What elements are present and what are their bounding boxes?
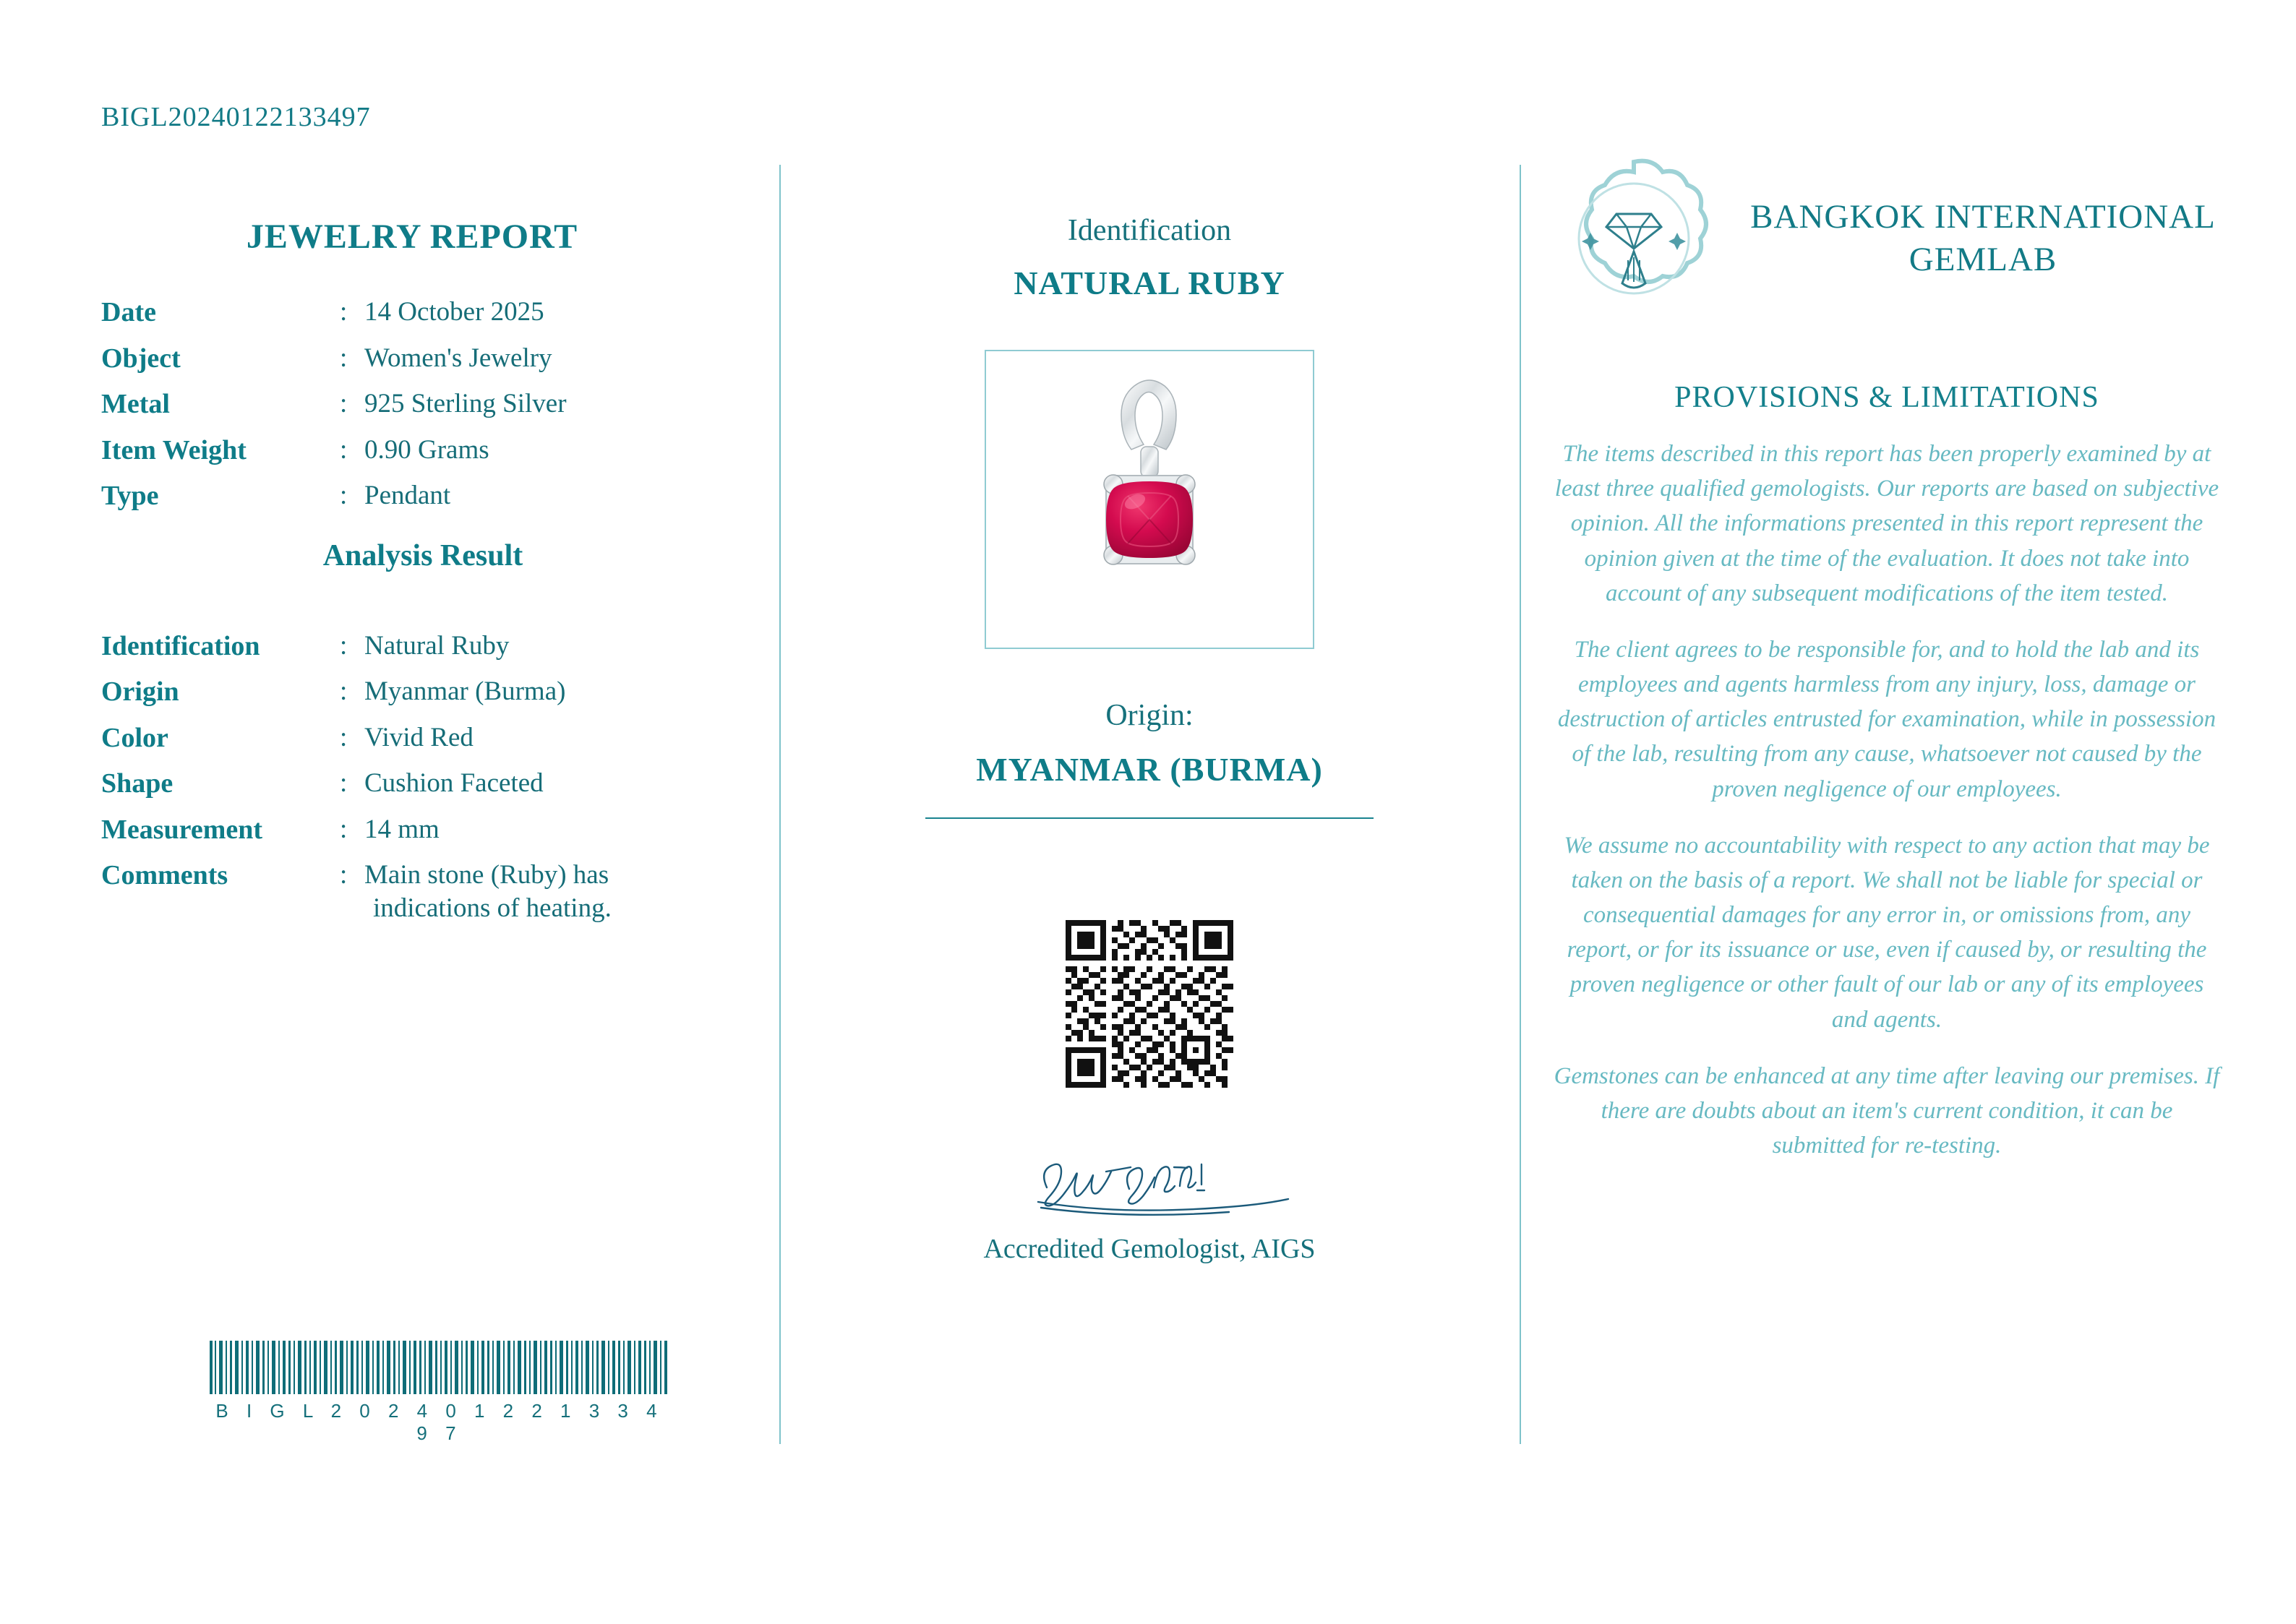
field-value: 0.90 Grams [364, 434, 489, 465]
barcode [208, 1341, 671, 1445]
field-object [101, 342, 723, 377]
field-label: Date [101, 297, 156, 327]
field-label: Item Weight [101, 434, 247, 465]
qr-code[interactable] [1066, 920, 1233, 1088]
left-column [101, 217, 723, 937]
field-colon: : [340, 481, 348, 510]
analysis-identification [101, 630, 723, 664]
field-value: Pendant [364, 481, 451, 510]
analysis-shape [101, 767, 723, 802]
field-colon: : [340, 676, 348, 706]
field-value: Myanmar (Burma) [364, 676, 566, 706]
identification-label: Identification [1067, 214, 1232, 247]
field-value: Cushion Faceted [364, 768, 544, 798]
qr-code-icon[interactable] [1066, 920, 1233, 1088]
field-label: Object [101, 343, 181, 374]
signature [925, 1135, 1374, 1264]
comments-line-2: indications of heating. [373, 893, 612, 924]
signature-caption: Accredited Gemologist, AIGS [983, 1234, 1316, 1264]
field-value: 925 Sterling Silver [364, 389, 567, 418]
field-label: Measurement [101, 814, 263, 845]
field-colon: : [340, 389, 348, 418]
field-colon: : [340, 814, 348, 844]
provisions-paragraph-3: We assume no accountability with respect to any action that may be taken on the basis of a report. We shall not be liable for special or consequential damages for any error in, or omissions from, any report, or for its issuance or use, even if caused by, or resulting the proven negligence or other fault of our lab or any of its employees and agents. [1564, 832, 2210, 1033]
analysis-origin [101, 675, 723, 710]
field-value: Natural Ruby [364, 630, 510, 661]
field-value: Vivid Red [364, 722, 474, 752]
origin-label: Origin: [1105, 699, 1194, 732]
field-label: Comments [101, 860, 228, 890]
field-date [101, 296, 723, 330]
brand-header [1547, 152, 2227, 325]
field-value: Women's Jewelry [364, 343, 552, 373]
field-colon: : [340, 434, 348, 465]
analysis-measurement [101, 813, 723, 848]
gemlab-logo-icon [1547, 152, 1721, 325]
field-label: Color [101, 722, 168, 753]
column-divider-right [1520, 165, 1521, 1444]
right-column [1547, 152, 2227, 1163]
brand-name: BANGKOK INTERNATIONAL GEMLAB [1750, 198, 2216, 278]
field-label: Shape [101, 768, 174, 799]
field-value [364, 859, 612, 926]
barcode-text: B I G L 2 0 2 4 0 1 2 2 1 3 3 4 9 7 [215, 1400, 664, 1444]
identification-value: NATURAL RUBY [1014, 265, 1285, 301]
column-divider-left [779, 165, 781, 1444]
field-label: Metal [101, 389, 170, 419]
field-value: 14 October 2025 [364, 297, 544, 327]
field-label: Identification [101, 630, 260, 661]
gem-photo-frame [985, 350, 1314, 649]
provisions-paragraph-4: Gemstones can be enhanced at any time after leaving our premises. If there are doubts about an item's current condition, it can be submitted for re-testing. [1554, 1062, 2220, 1159]
field-label: Origin [101, 676, 179, 707]
page-title: JEWELRY REPORT [246, 218, 578, 256]
field-colon: : [340, 722, 348, 752]
origin-divider [925, 817, 1374, 819]
ruby-pendant-image [986, 351, 1313, 648]
signature-icon [925, 1135, 1374, 1222]
field-colon: : [340, 630, 348, 661]
provisions-paragraph-1: The items described in this report has been properly examined by at least three qualified gemologists. Our reports are based on subjective opinion. All the informations presented in this report represent the opinion given at the time of the evaluation. It does not take into account of any subsequent modifications of the item tested. [1554, 441, 2219, 606]
analysis-comments [101, 859, 723, 926]
provisions-title: PROVISIONS & LIMITATIONS [1674, 381, 2099, 414]
field-colon: : [340, 860, 348, 890]
field-item-weight [101, 434, 723, 468]
report-id: BIGL20240122133497 [101, 102, 371, 132]
field-value: 14 mm [364, 814, 440, 844]
field-colon: : [340, 297, 348, 327]
analysis-color [101, 721, 723, 756]
comments-line-1: Main stone (Ruby) has [364, 860, 609, 890]
origin-value: MYANMAR (BURMA) [976, 751, 1323, 788]
field-colon: : [340, 768, 348, 798]
middle-column [788, 213, 1511, 1264]
field-type [101, 479, 723, 514]
field-label: Type [101, 481, 159, 511]
field-colon: : [340, 343, 348, 373]
barcode-bars-icon [208, 1341, 671, 1394]
field-metal [101, 387, 723, 422]
analysis-result-title: Analysis Result [322, 538, 523, 572]
provisions-paragraph-2: The client agrees to be responsible for, and to hold the lab and its employees and agents harmless from any injury, loss, damage or destruction of articles entrusted for examination, while in possession of the lab, resulting from any cause, whatsoever not caused by the proven negligence of our employees. [1557, 636, 2216, 802]
